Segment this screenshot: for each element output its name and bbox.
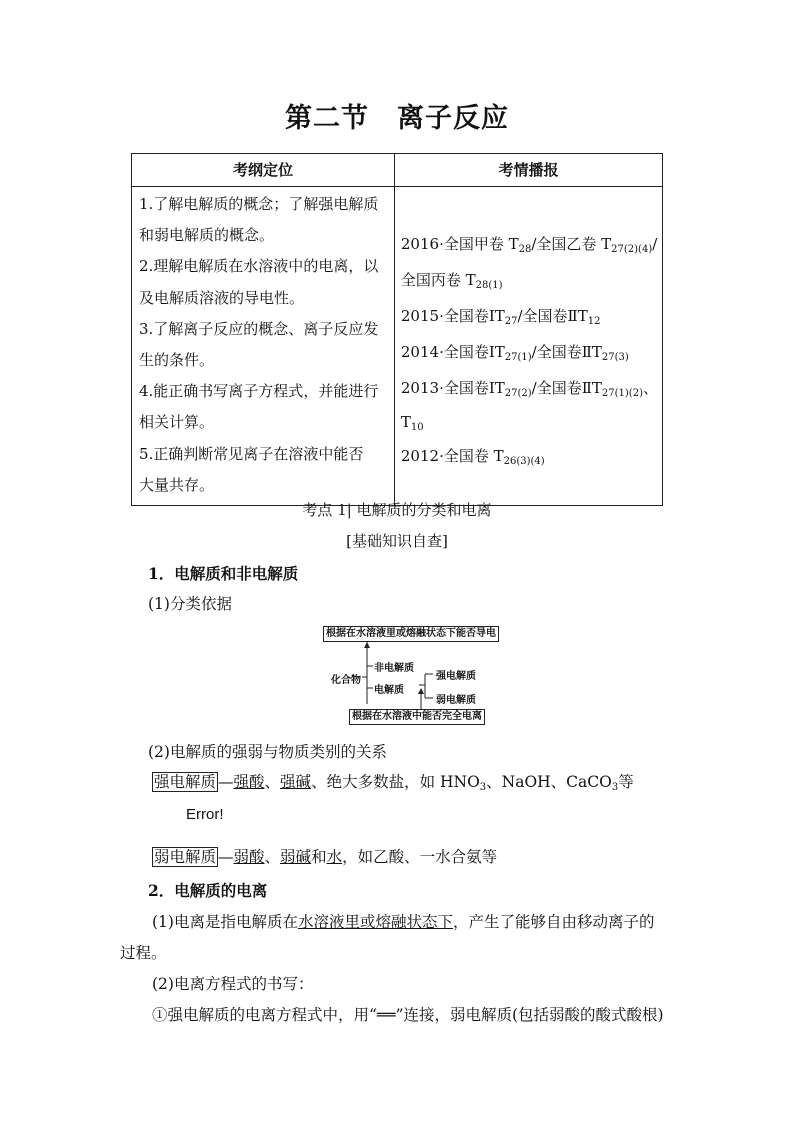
kaoqing-sub: 26(3)(4) (503, 456, 545, 467)
section-2-heading: 2．电解质的电离 (148, 881, 268, 900)
subsection-1-1: (1)分类依据 (148, 595, 232, 613)
classification-diagram (321, 626, 503, 727)
table-body-row (132, 187, 663, 506)
conjunction: 和 (311, 848, 327, 866)
kaogang-line: 及电解质溶液的导电性。 (139, 288, 305, 307)
kaoqing-sub: 28(1) (475, 280, 503, 291)
diagram-nonelectrolyte: 非电解质 (374, 663, 414, 674)
subscript: 3 (479, 782, 487, 793)
kaoqing-sub: 27(1) (504, 352, 532, 363)
paragraph-2: (2)电离方程式的书写： (152, 975, 314, 993)
water: 水 (326, 848, 343, 866)
kaoqing-text: 2012·全国卷 T (400, 447, 504, 465)
weak-electrolyte-line (152, 845, 497, 867)
kaoqing-sub: 27(1)(2) (601, 388, 643, 399)
kaogang-line: 和弱电解质的概念。 (139, 226, 275, 245)
kaoqing-sub: 10 (410, 422, 424, 433)
kaoqing-sub: 28 (518, 244, 532, 255)
kaoqing-sub: 27(2) (504, 388, 532, 399)
subsection-1-2: (2)电解质的强弱与物质类别的关系 (148, 743, 387, 761)
diagram-compound: 化合物 (331, 675, 361, 686)
subscript: 3 (611, 782, 619, 793)
page-title: 第二节 离子反应 (285, 103, 509, 134)
strong-electrolyte-label: 强电解质 (154, 773, 217, 791)
kaoqing-sub: 27(2)(4) (611, 244, 653, 255)
paragraph-text: ，产生了能够自由移动离子的 (452, 913, 655, 931)
kaogang-line: 生的条件。 (139, 351, 215, 370)
kaoqing-text: /全国卷ⅡT (531, 379, 602, 397)
strong-text: 、NaOH、CaCO (486, 773, 612, 791)
diagram-weak: 弱电解质 (436, 695, 476, 706)
diagram-electrolyte: 电解质 (374, 685, 404, 696)
weak-text: ，如乙酸、一水合氨等 (342, 848, 498, 866)
error-text: Error! (186, 806, 224, 823)
kaogang-line: 4.能正确书写离子方程式，并能进行 (139, 382, 379, 401)
weak-electrolyte-label: 弱电解质 (154, 848, 217, 866)
kaoqing-sub: 12 (587, 316, 601, 327)
kaoqing-text: 2013·全国卷ⅠT (400, 379, 505, 397)
diagram-strong: 强电解质 (436, 671, 476, 682)
underlined-text: 水溶液里或熔融状态下 (297, 913, 453, 931)
kaoqing-sub: 27 (504, 316, 518, 327)
kaoqing-text: 全国丙卷 T (400, 271, 476, 289)
kaoqing-text: 2016·全国甲卷 T (400, 235, 519, 253)
kaoqing-text: /全国卷ⅡT (531, 343, 602, 361)
kaoqing-line (401, 441, 658, 477)
diagram-bottom-box: 根据在水溶液中能否完全电离 (349, 709, 485, 725)
section-1-heading: 1．电解质和非电解质 (148, 564, 299, 583)
kaoqing-line (401, 373, 658, 409)
paragraph-3: ①强电解质的电离方程式中，用“══”连接，弱电解质(包括弱酸的酸式酸根) (152, 1006, 664, 1024)
table-header-row (132, 154, 663, 187)
diagram-top-box: 根据在水溶液里或熔融状态下能否导电 (323, 626, 499, 642)
dash: — (218, 848, 234, 866)
kaoqing-cell (394, 187, 662, 506)
kaogang-line: 3.了解离子反应的概念、离子反应发 (139, 319, 379, 338)
weak-acid: 弱酸 (233, 848, 265, 866)
kaoqing-line (401, 409, 658, 441)
weak-base: 弱碱 (280, 848, 312, 866)
kaogang-line: 相关计算。 (139, 413, 215, 432)
kaoqing-text: T (400, 413, 411, 431)
kaoqing-sub: 27(3) (601, 352, 629, 363)
kaoqing-text: /全国乙卷 T (531, 235, 612, 253)
kaodian-heading: 考点 1| 电解质的分类和电离 (302, 501, 492, 519)
header-kaogang: 考纲定位 (132, 154, 395, 187)
kaoqing-text: 、 (642, 379, 658, 397)
dash: — (218, 773, 234, 791)
kaogang-cell (132, 187, 395, 506)
kaoqing-text: 2014·全国卷ⅠT (400, 343, 505, 361)
kaogang-line: 5.正确判断常见离子在溶液中能否 (139, 444, 364, 463)
header-kaoqing: 考情播报 (394, 154, 662, 187)
kaoqing-text: 2015·全国卷ⅠT (400, 307, 505, 325)
kaoqing-line (401, 229, 658, 265)
separator: 、 (264, 773, 281, 791)
kaoqing-line (401, 301, 658, 337)
kaoqing-line (401, 265, 658, 301)
kaoqing-text: / (652, 235, 658, 253)
kaogang-line: 1.了解电解质的概念；了解强电解质 (139, 195, 379, 213)
info-table (131, 153, 663, 506)
strong-acid: 强酸 (233, 773, 265, 791)
kaoqing-text: /全国卷ⅡT (517, 307, 588, 325)
strong-base: 强碱 (280, 773, 312, 791)
kaogang-line: 大量共存。 (139, 475, 215, 494)
jichu-heading: [基础知识自查] (346, 532, 448, 550)
strong-electrolyte-line (152, 770, 634, 793)
paragraph-1 (152, 910, 655, 932)
paragraph-text: (1)电离是指电解质在 (152, 913, 298, 931)
kaoqing-line (401, 337, 658, 373)
separator: 、 (264, 848, 281, 866)
paragraph-1-cont: 过程。 (120, 944, 167, 962)
kaogang-line: 2.理解电解质在水溶液中的电离，以 (139, 257, 379, 276)
strong-text: 、绝大多数盐，如 HNO (311, 773, 480, 791)
strong-text: 等 (618, 773, 634, 791)
